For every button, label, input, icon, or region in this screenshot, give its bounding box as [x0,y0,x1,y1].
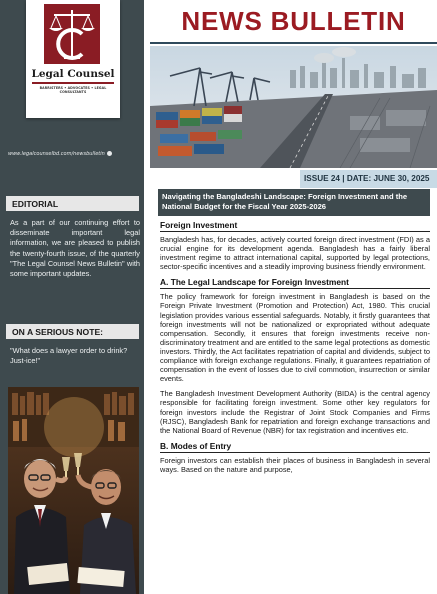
website-url[interactable]: www.legalcounselbd.com/newsbulletin [8,151,105,157]
editorial-heading: EDITORIAL [6,196,139,211]
brand-tagline: BARRISTERS • ADVOCATES • LEGAL CONSULTANTS [39,86,107,94]
section-paragraph: The policy framework for foreign investment in Bangladesh is based on the Foreign Private Investment (Promotion and Protection) Act, 1980. This crucial legislation provides various essential safeguards. Notably, it firstly guarantees that foreign investments will not be nationalized or expropriated without adequate compensation. Secondly, it ensures that foreign investments receive non-discriminatory treatment and are entitled to the same legal protections as domestic investors. Thirdly, the Act facilitates repatriation of capital and dividends, subject to compliance with foreign exchange regulations. Finally, it guarantees repatriation of compensation in the event of losses due to civil commotion, insurrection or similar events. [160,292,430,384]
logo-divider [32,82,114,84]
lawyers-toasting-illustration [8,387,139,594]
issue-separator: | [342,174,345,183]
issue-number: ISSUE 24 [304,174,340,183]
masthead-title: NEWS BULLETIN [181,6,406,36]
section-heading-foreign-investment: Foreign Investment [160,220,430,232]
section-heading-legal-landscape: A. The Legal Landscape for Foreign Investment [160,277,430,289]
article-title: Navigating the Bangladeshi Landscape: Foreign Investment and the National Budget for the Fiscal Year 2025-2026 [158,189,430,216]
sidebar [0,0,144,594]
section-heading-modes-of-entry: B. Modes of Entry [160,441,430,453]
link-icon [107,151,112,156]
logo-card [26,0,120,118]
issue-date: DATE: JUNE 30, 2025 [346,174,430,183]
editorial-text: As a part of our continuing effort to disseminate important legal information, we are pleased to publish the twenty-fourth issue, of the quarterly "The Legal Counsel News Bulletin" with some important updates. [10,218,140,279]
section-paragraph: The Bangladesh Investment Development Authority (BIDA) is the central agency responsible for facilitating foreign investment. Some other key regulators for foreign investors include the Registrar of Joint Stock Companies and Firms (RJSC), Bangladesh Bank for repatriation and foreign exchange transactions and the National Board of Revenue (NBR) for tax registration and incentives etc. [160,389,430,435]
serious-note-heading: ON A SERIOUS NOTE: [6,324,139,339]
masthead [150,0,437,44]
section-paragraph: Foreign investors can establish their places of business in Bangladesh in several ways. Based on the nature and purpose, [160,455,430,474]
serious-note-text: "What does a lawyer order to drink? Just-ice!" [10,346,128,365]
brand-name: Legal Counsel [31,68,115,80]
article-body [160,220,430,480]
issue-date-bar [300,170,437,188]
port-cityscape-photo [150,46,437,168]
section-paragraph: Bangladesh has, for decades, actively courted foreign direct investment (FDI) as a crucial engine for its development agenda. Bangladesh has a fairly liberal investment regime to attract international capital, supported by legal protections, sector-specific incentives and a steadily improving business friendly environment. [160,235,430,272]
scales-of-justice-logo [44,4,100,64]
website-link[interactable] [8,151,112,157]
